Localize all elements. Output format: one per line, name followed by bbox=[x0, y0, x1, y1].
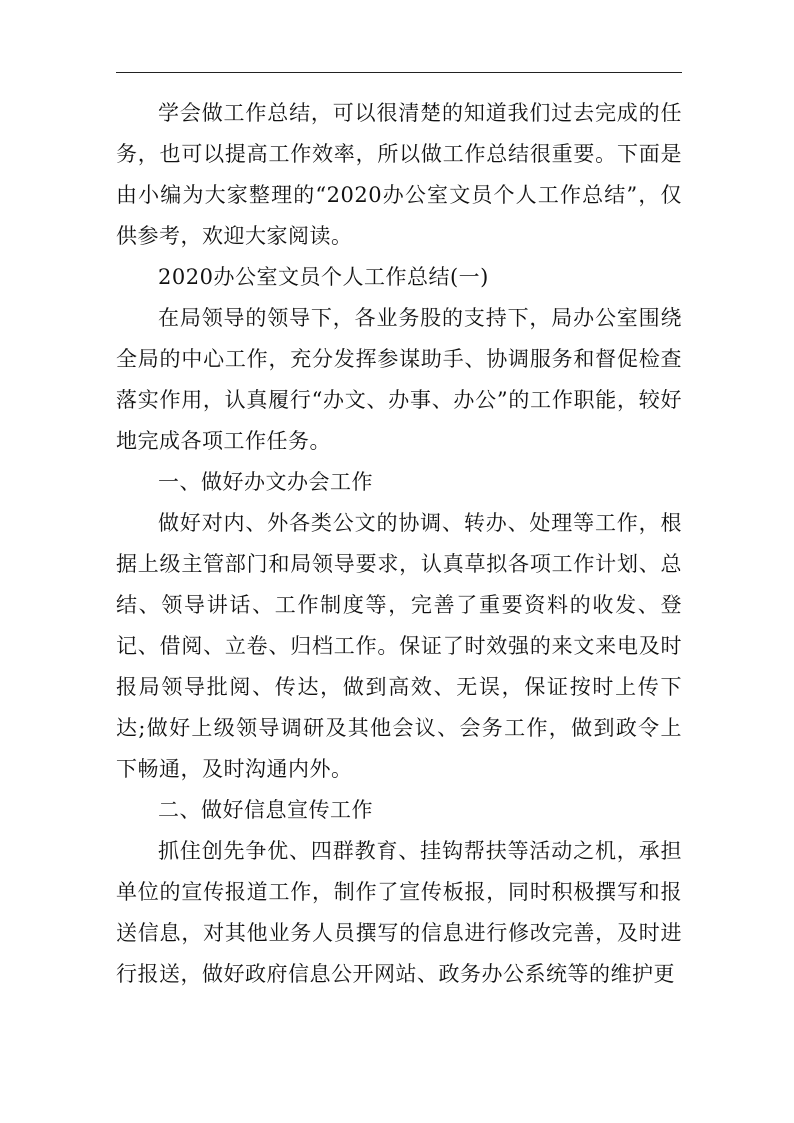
intro-paragraph: 学会做工作总结，可以很清楚的知道我们过去完成的任务，也可以提高工作效率，所以做工作总结很重要。下面是由小编为大家整理的“2020办公室文员个人工作总结”，仅供参考，欢迎大家阅读。 bbox=[116, 101, 682, 248]
document-body bbox=[116, 93, 682, 995]
subheading-two: 二、做好信息宣传工作 bbox=[158, 798, 373, 822]
paragraph-one: 做好对内、外各类公文的协调、转办、处理等工作，根据上级主管部门和局领导要求，认真草拟各项工作计划、总结、领导讲话、工作制度等，完善了重要资料的收发、登记、借阅、立卷、归档工作。保证了时效强的来文来电及时报局领导批阅、传达，做到高效、无误，保证按时上传下达;做好上级领导调研及其他会议、会务工作，做到政令上下畅通，及时沟通内外。 bbox=[116, 511, 682, 781]
header-rule bbox=[116, 72, 682, 73]
summary-paragraph: 在局领导的领导下，各业务股的支持下，局办公室围绕全局的中心工作，充分发挥参谋助手、协调服务和督促检查落实作用，认真履行“办文、办事、办公”的工作职能，较好地完成各项工作任务。 bbox=[116, 306, 682, 453]
section-title: 2020办公室文员个人工作总结(一) bbox=[158, 265, 489, 289]
subheading-one: 一、做好办文办会工作 bbox=[158, 470, 373, 494]
paragraph-two: 抓住创先争优、四群教育、挂钩帮扶等活动之机，承担单位的宣传报道工作，制作了宣传板报，同时积极撰写和报送信息，对其他业务人员撰写的信息进行修改完善，及时进行报送，做好政府信息公开网站、政务办公系统等的维护更 bbox=[116, 839, 682, 986]
